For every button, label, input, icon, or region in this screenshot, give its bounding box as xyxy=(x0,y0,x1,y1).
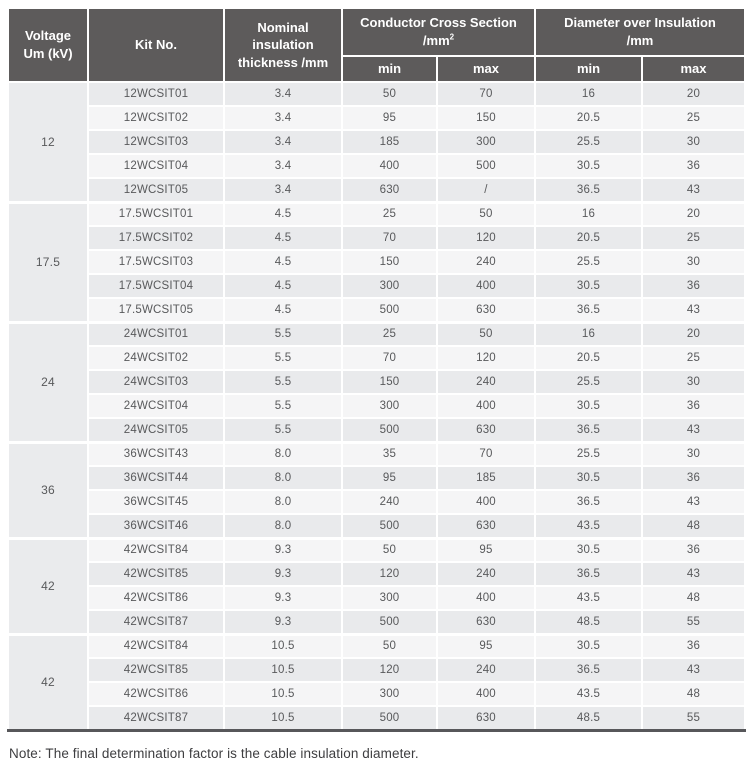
doi-max-cell: 43 xyxy=(642,562,745,586)
table-row xyxy=(8,466,745,490)
doi-max-cell: 20 xyxy=(642,322,745,346)
doi-max-cell: 30 xyxy=(642,442,745,466)
ccs-max-cell: 240 xyxy=(437,370,535,394)
thickness-cell: 4.5 xyxy=(224,274,342,298)
doi-min-cell: 30.5 xyxy=(535,634,642,658)
ccs-min-cell: 400 xyxy=(342,154,437,178)
voltage-cell: 17.5 xyxy=(8,202,88,322)
ccs-min-cell: 500 xyxy=(342,706,437,730)
doi-max-cell: 36 xyxy=(642,154,745,178)
kit-no-cell: 12WCSIT02 xyxy=(88,106,224,130)
header-ccs-line2: $/mm^2$ xyxy=(422,32,455,48)
ccs-min-cell: 185 xyxy=(342,130,437,154)
thickness-cell: 8.0 xyxy=(224,490,342,514)
header-voltage-line2: Um (kV) xyxy=(23,46,73,61)
ccs-max-cell: 500 xyxy=(437,154,535,178)
table-row xyxy=(8,490,745,514)
kit-no-cell: 17.5WCSIT05 xyxy=(88,298,224,322)
thickness-cell: 3.4 xyxy=(224,154,342,178)
ccs-max-cell: 185 xyxy=(437,466,535,490)
header-ccs-max: max xyxy=(437,56,535,82)
doi-min-cell: 25.5 xyxy=(535,250,642,274)
voltage-cell: 12 xyxy=(8,82,88,202)
table-row xyxy=(8,610,745,634)
insulation-spec-table xyxy=(7,7,746,732)
thickness-cell: 5.5 xyxy=(224,394,342,418)
thickness-cell: 10.5 xyxy=(224,706,342,730)
table-row xyxy=(8,154,745,178)
thickness-cell: 10.5 xyxy=(224,658,342,682)
doi-min-cell: 36.5 xyxy=(535,418,642,442)
ccs-max-cell: 70 xyxy=(437,442,535,466)
ccs-min-cell: 25 xyxy=(342,322,437,346)
ccs-min-cell: 150 xyxy=(342,370,437,394)
kit-no-cell: 42WCSIT86 xyxy=(88,682,224,706)
doi-max-cell: 43 xyxy=(642,490,745,514)
doi-max-cell: 36 xyxy=(642,634,745,658)
kit-no-cell: 12WCSIT04 xyxy=(88,154,224,178)
doi-min-cell: 48.5 xyxy=(535,610,642,634)
ccs-min-cell: 240 xyxy=(342,490,437,514)
ccs-min-cell: 300 xyxy=(342,586,437,610)
kit-no-cell: 24WCSIT05 xyxy=(88,418,224,442)
doi-min-cell: 30.5 xyxy=(535,274,642,298)
kit-no-cell: 42WCSIT84 xyxy=(88,634,224,658)
ccs-min-cell: 300 xyxy=(342,682,437,706)
table-row xyxy=(8,202,745,226)
thickness-cell: 5.5 xyxy=(224,418,342,442)
doi-max-cell: 48 xyxy=(642,514,745,538)
doi-max-cell: 43 xyxy=(642,178,745,202)
ccs-max-cell: 300 xyxy=(437,130,535,154)
kit-no-cell: 24WCSIT02 xyxy=(88,346,224,370)
thickness-cell: 8.0 xyxy=(224,466,342,490)
header-nominal-insulation xyxy=(224,8,342,82)
table-row xyxy=(8,130,745,154)
kit-no-cell: 42WCSIT86 xyxy=(88,586,224,610)
doi-min-cell: 30.5 xyxy=(535,538,642,562)
ccs-min-cell: 500 xyxy=(342,418,437,442)
header-doi-max: max xyxy=(642,56,745,82)
header-conductor-cross-section xyxy=(342,8,535,56)
thickness-cell: 8.0 xyxy=(224,514,342,538)
table-row xyxy=(8,706,745,730)
header-kit-no: Kit No. xyxy=(88,8,224,82)
thickness-cell: 4.5 xyxy=(224,226,342,250)
kit-no-cell: 17.5WCSIT04 xyxy=(88,274,224,298)
ccs-min-cell: 50 xyxy=(342,538,437,562)
doi-min-cell: 20.5 xyxy=(535,106,642,130)
doi-max-cell: 25 xyxy=(642,106,745,130)
table-row xyxy=(8,634,745,658)
kit-no-cell: 24WCSIT01 xyxy=(88,322,224,346)
ccs-min-cell: 25 xyxy=(342,202,437,226)
table-row xyxy=(8,370,745,394)
ccs-min-cell: 95 xyxy=(342,466,437,490)
doi-max-cell: 20 xyxy=(642,82,745,106)
ccs-max-cell: 120 xyxy=(437,226,535,250)
thickness-cell: 4.5 xyxy=(224,250,342,274)
doi-min-cell: 43.5 xyxy=(535,514,642,538)
thickness-cell: 8.0 xyxy=(224,442,342,466)
header-diameter-over-insulation xyxy=(535,8,745,56)
thickness-cell: 5.5 xyxy=(224,346,342,370)
doi-min-cell: 25.5 xyxy=(535,442,642,466)
doi-min-cell: 20.5 xyxy=(535,226,642,250)
doi-min-cell: 36.5 xyxy=(535,562,642,586)
doi-max-cell: 55 xyxy=(642,610,745,634)
doi-max-cell: 43 xyxy=(642,658,745,682)
ccs-min-cell: 120 xyxy=(342,658,437,682)
kit-no-cell: 17.5WCSIT01 xyxy=(88,202,224,226)
ccs-max-cell: 630 xyxy=(437,418,535,442)
ccs-max-cell: 630 xyxy=(437,514,535,538)
ccs-max-cell: 70 xyxy=(437,82,535,106)
doi-max-cell: 30 xyxy=(642,250,745,274)
ccs-max-cell: 630 xyxy=(437,298,535,322)
header-doi-line2: /mm xyxy=(626,33,654,48)
ccs-min-cell: 70 xyxy=(342,346,437,370)
table-row xyxy=(8,226,745,250)
ccs-min-cell: 95 xyxy=(342,106,437,130)
doi-min-cell: 36.5 xyxy=(535,178,642,202)
doi-min-cell: 16 xyxy=(535,322,642,346)
thickness-cell: 9.3 xyxy=(224,562,342,586)
thickness-cell: 3.4 xyxy=(224,82,342,106)
doi-max-cell: 48 xyxy=(642,682,745,706)
thickness-cell: 9.3 xyxy=(224,586,342,610)
header-doi-line1: Diameter over Insulation xyxy=(564,15,716,31)
ccs-max-cell: 400 xyxy=(437,490,535,514)
table-row xyxy=(8,682,745,706)
ccs-min-cell: 500 xyxy=(342,514,437,538)
ccs-max-cell: 630 xyxy=(437,610,535,634)
table-row xyxy=(8,82,745,106)
kit-no-cell: 17.5WCSIT03 xyxy=(88,250,224,274)
ccs-min-cell: 300 xyxy=(342,394,437,418)
table-row xyxy=(8,298,745,322)
thickness-cell: 10.5 xyxy=(224,682,342,706)
table-row xyxy=(8,562,745,586)
voltage-cell: 36 xyxy=(8,442,88,538)
kit-no-cell: 17.5WCSIT02 xyxy=(88,226,224,250)
ccs-min-cell: 120 xyxy=(342,562,437,586)
doi-min-cell: 36.5 xyxy=(535,658,642,682)
ccs-max-cell: 50 xyxy=(437,322,535,346)
table-row xyxy=(8,538,745,562)
doi-min-cell: 20.5 xyxy=(535,346,642,370)
doi-min-cell: 43.5 xyxy=(535,682,642,706)
ccs-max-cell: 400 xyxy=(437,682,535,706)
doi-max-cell: 36 xyxy=(642,274,745,298)
doi-max-cell: 25 xyxy=(642,226,745,250)
table-row xyxy=(8,346,745,370)
doi-max-cell: 20 xyxy=(642,202,745,226)
doi-min-cell: 16 xyxy=(535,202,642,226)
kit-no-cell: 36WCSIT46 xyxy=(88,514,224,538)
voltage-cell: 42 xyxy=(8,634,88,730)
kit-no-cell: 42WCSIT87 xyxy=(88,610,224,634)
thickness-cell: 3.4 xyxy=(224,106,342,130)
thickness-cell: 3.4 xyxy=(224,130,342,154)
doi-min-cell: 36.5 xyxy=(535,490,642,514)
ccs-min-cell: 500 xyxy=(342,610,437,634)
kit-no-cell: 12WCSIT01 xyxy=(88,82,224,106)
thickness-cell: 4.5 xyxy=(224,298,342,322)
kit-no-cell: 12WCSIT03 xyxy=(88,130,224,154)
kit-no-cell: 42WCSIT85 xyxy=(88,658,224,682)
ccs-min-cell: 150 xyxy=(342,250,437,274)
ccs-max-cell: 95 xyxy=(437,634,535,658)
doi-min-cell: 30.5 xyxy=(535,394,642,418)
kit-no-cell: 36WCSIT43 xyxy=(88,442,224,466)
ccs-min-cell: 50 xyxy=(342,82,437,106)
table-row xyxy=(8,586,745,610)
doi-min-cell: 36.5 xyxy=(535,298,642,322)
doi-min-cell: 16 xyxy=(535,82,642,106)
table-row xyxy=(8,274,745,298)
note-text: Note: The final determination factor is the cable insulation diameter. xyxy=(9,745,419,761)
table-body xyxy=(8,82,745,730)
ccs-min-cell: 300 xyxy=(342,274,437,298)
ccs-max-cell: 400 xyxy=(437,394,535,418)
kit-no-cell: 24WCSIT04 xyxy=(88,394,224,418)
ccs-max-cell: 240 xyxy=(437,562,535,586)
doi-max-cell: 36 xyxy=(642,394,745,418)
table-row xyxy=(8,442,745,466)
voltage-cell: 24 xyxy=(8,322,88,442)
ccs-max-cell: 95 xyxy=(437,538,535,562)
thickness-cell: 10.5 xyxy=(224,634,342,658)
ccs-min-cell: 500 xyxy=(342,298,437,322)
voltage-cell: 42 xyxy=(8,538,88,634)
kit-no-cell: 36WCSIT44 xyxy=(88,466,224,490)
kit-no-cell: 24WCSIT03 xyxy=(88,370,224,394)
table-row xyxy=(8,322,745,346)
header-ccs-line1: Conductor Cross Section xyxy=(360,15,517,31)
ccs-max-cell: 400 xyxy=(437,586,535,610)
table-row xyxy=(8,394,745,418)
thickness-cell: 5.5 xyxy=(224,322,342,346)
kit-no-cell: 12WCSIT05 xyxy=(88,178,224,202)
ccs-max-cell: 150 xyxy=(437,106,535,130)
header-nominal-line2: thickness /mm xyxy=(237,54,329,70)
doi-min-cell: 30.5 xyxy=(535,154,642,178)
doi-max-cell: 48 xyxy=(642,586,745,610)
thickness-cell: 3.4 xyxy=(224,178,342,202)
doi-max-cell: 55 xyxy=(642,706,745,730)
doi-max-cell: 43 xyxy=(642,298,745,322)
doi-max-cell: 30 xyxy=(642,370,745,394)
doi-max-cell: 30 xyxy=(642,130,745,154)
table-row xyxy=(8,178,745,202)
ccs-max-cell: 240 xyxy=(437,250,535,274)
ccs-min-cell: 35 xyxy=(342,442,437,466)
header-voltage xyxy=(8,8,88,82)
header-ccs-min: min xyxy=(342,56,437,82)
table-row xyxy=(8,106,745,130)
table-row xyxy=(8,514,745,538)
table-row xyxy=(8,250,745,274)
ccs-max-cell: 630 xyxy=(437,706,535,730)
thickness-cell: 9.3 xyxy=(224,538,342,562)
kit-no-cell: 36WCSIT45 xyxy=(88,490,224,514)
doi-min-cell: 48.5 xyxy=(535,706,642,730)
doi-max-cell: 25 xyxy=(642,346,745,370)
header-nominal-line1: Nominal insulation xyxy=(252,19,314,53)
ccs-max-cell: / xyxy=(437,178,535,202)
doi-min-cell: 43.5 xyxy=(535,586,642,610)
ccs-min-cell: 70 xyxy=(342,226,437,250)
doi-max-cell: 43 xyxy=(642,418,745,442)
ccs-max-cell: 240 xyxy=(437,658,535,682)
table-header xyxy=(8,8,745,82)
kit-no-cell: 42WCSIT87 xyxy=(88,706,224,730)
header-voltage-line1: Voltage xyxy=(25,28,71,44)
ccs-min-cell: 630 xyxy=(342,178,437,202)
ccs-max-cell: 120 xyxy=(437,346,535,370)
doi-max-cell: 36 xyxy=(642,466,745,490)
doi-min-cell: 25.5 xyxy=(535,370,642,394)
kit-no-cell: 42WCSIT84 xyxy=(88,538,224,562)
doi-max-cell: 36 xyxy=(642,538,745,562)
doi-min-cell: 30.5 xyxy=(535,466,642,490)
table-row xyxy=(8,418,745,442)
thickness-cell: 5.5 xyxy=(224,370,342,394)
table-row xyxy=(8,658,745,682)
ccs-max-cell: 400 xyxy=(437,274,535,298)
thickness-cell: 4.5 xyxy=(224,202,342,226)
doi-min-cell: 25.5 xyxy=(535,130,642,154)
header-doi-min: min xyxy=(535,56,642,82)
thickness-cell: 9.3 xyxy=(224,610,342,634)
kit-no-cell: 42WCSIT85 xyxy=(88,562,224,586)
ccs-min-cell: 50 xyxy=(342,634,437,658)
ccs-max-cell: 50 xyxy=(437,202,535,226)
